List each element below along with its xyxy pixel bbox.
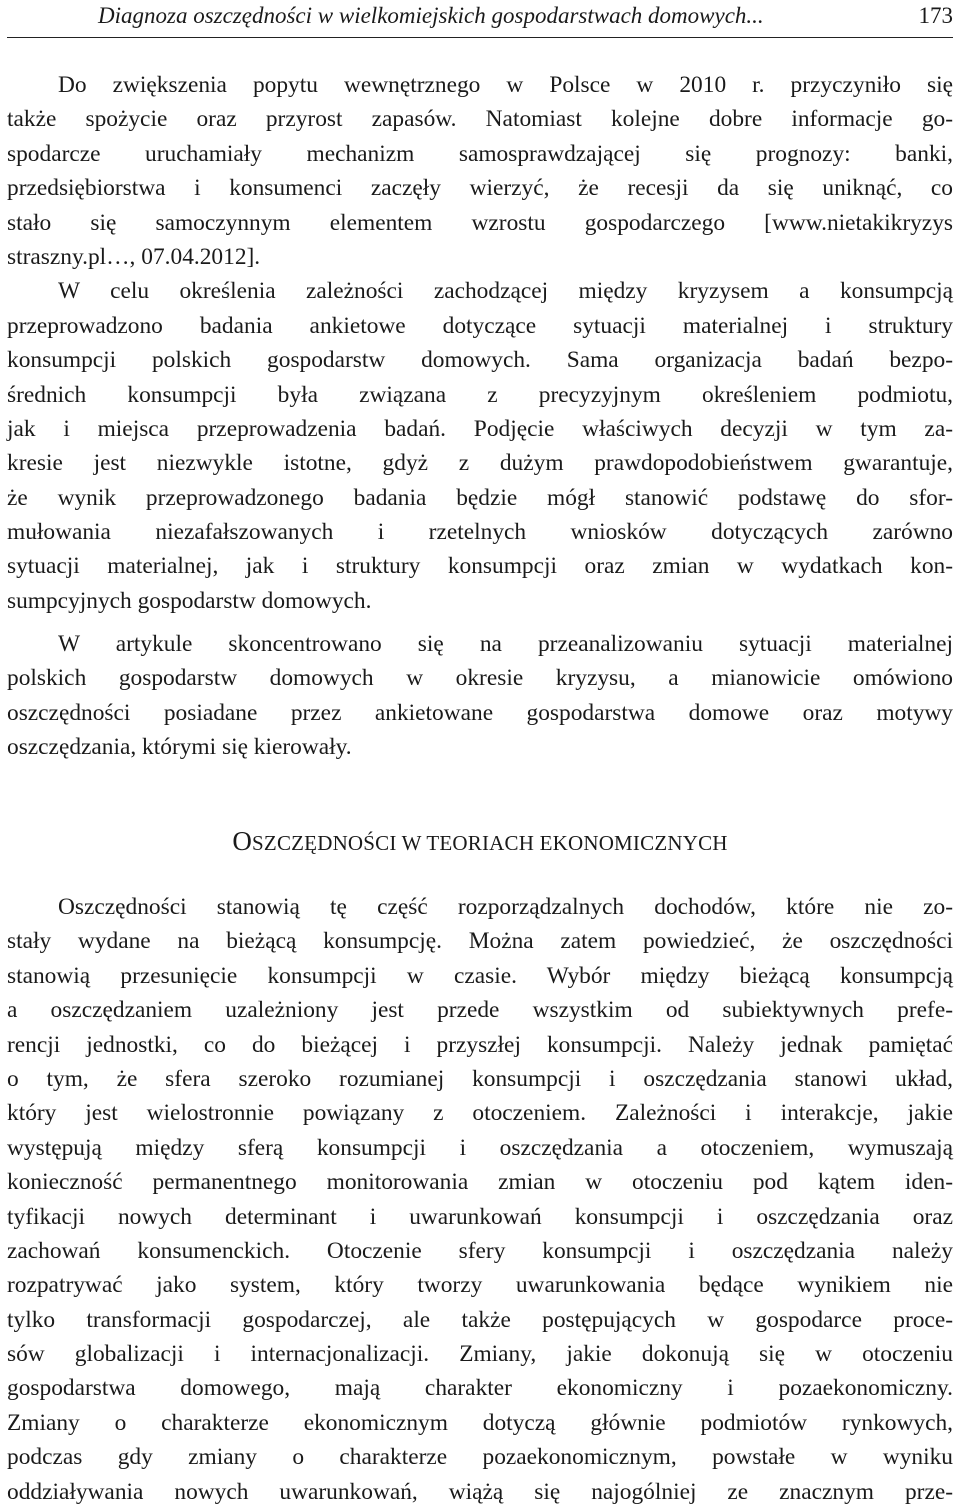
paragraph-savings-theory [7,890,953,1509]
text-line: stało się samoczynnym elementem wzrostu gospodarczego [www.nietakikryzys [7,209,953,236]
text-line: przedsiębiorstwa i konsumenci zaczęły wierzyć, że recesji da się uniknąć, co [7,175,953,202]
text-line: jak i miejsca przeprowadzenia badań. Podjęcie właściwych decyzji w tym za- [7,415,953,442]
heading-initial: O [232,826,253,856]
text-line: W celu określenia zależności zachodzącej między kryzysem a konsumpcją [58,278,953,305]
text-line: oszczędności posiadane przez ankietowane gospodarstwa domowe oraz motywy [7,699,953,726]
text-line: sytuacji materialnej, jak i struktury konsumpcji oraz zmian w wydatkach kon- [7,553,953,580]
paragraph-article-scope [7,627,953,765]
text-line: średnich konsumpcji była związana z precyzyjnym określeniem podmiotu, [7,381,953,408]
running-header [0,0,960,40]
text-line: oddziaływania nowych uwarunkowań, wiążą się najogólniej ze znacznym prze- [7,1478,953,1505]
text-line: Oszczędności stanowią tę część rozporządzalnych dochodów, które nie zo- [58,894,953,920]
text-line: tyfikacji nowych determinant i uwarunkowań konsumpcji i oszczędzania oraz [7,1203,953,1230]
text-line: występują między sferą konsumpcji i oszczędzania a otoczeniem, wymuszają [7,1134,953,1161]
text-line: rozpatrywać jako system, który tworzy uwarunkowania będące wynikiem nie [7,1272,953,1299]
page-number: 173 [918,3,953,28]
text-line: W artykule skoncentrowano się na przeanalizowaniu sytuacji materialnej [58,631,953,657]
text-line: także spożycie oraz przyrost zapasów. Natomiast kolejne dobre informacje go- [7,106,953,133]
text-line: konsumpcji polskich gospodarstw domowych. Sama organizacja badań bezpo- [7,347,953,374]
paragraph-intro [7,68,953,618]
text-line: oszczędzania, którymi się kierowały. [7,734,352,761]
text-line: spodarcze uruchamiały mechanizm samosprawdzającej się prognozy: banki, [7,140,953,167]
text-line: który jest wielostronnie powiązany z otoczeniem. Zależności i interakcje, jakie [7,1100,953,1127]
text-line: gospodarstwa domowego, mają charakter ekonomiczny i pozaekonomiczny. [7,1375,953,1402]
text-line: sów globalizacji i internacjonalizacji. Zmiany, jakie dokonują się w otoczeniu [7,1341,953,1368]
text-line: Do zwiększenia popytu wewnętrznego w Polsce w 2010 r. przyczyniło się [58,72,953,98]
text-line: o tym, że sfera szeroko rozumianej konsumpcji i oszczędzania stanowi układ, [7,1065,953,1092]
text-line: stanowią przesunięcie konsumpcji w czasie. Wybór między bieżącą konsumpcją [7,962,953,989]
text-line: tylko transformacji gospodarczej, ale także postępujących w gospodarce proce- [7,1306,953,1333]
text-line: a oszczędzaniem uzależniony jest przede wszystkim od subiektywnych prefe- [7,997,953,1024]
text-line: polskich gospodarstw domowych w okresie kryzysu, a mianowicie omówiono [7,665,953,692]
text-line: mułowania niezafałszowanych i rzetelnych wniosków dotyczących zarówno [7,519,953,546]
text-line: stały wydane na bieżącą konsumpcję. Można zatem powiedzieć, że oszczędności [7,928,953,955]
heading-rest: SZCZĘDNOŚCI W TEORIACH EKONOMICZNYCH [252,831,728,855]
section-heading [7,823,953,859]
text-line: przeprowadzono badania ankietowe dotyczące sytuacji materialnej i struktury [7,312,953,339]
text-line: zachowań konsumenckich. Otoczenie sfery konsumpcji i oszczędzania należy [7,1237,953,1264]
text-line: że wynik przeprowadzonego badania będzie mógł stanowić podstawę do sfor- [7,484,953,511]
text-line: straszny.pl…, 07.04.2012]. [7,243,261,270]
text-line: podczas gdy zmiany o charakterze pozaekonomicznym, powstałe w wyniku [7,1444,953,1471]
header-rule [7,37,953,38]
text-line: rencji jednostki, co do bieżącej i przyszłej konsumpcji. Należy jednak pamiętać [7,1031,953,1058]
running-title: Diagnoza oszczędności w wielkomiejskich gospodarstwach domowych... [98,3,764,28]
text-line: kresie jest niezwykle istotne, gdyż z dużym prawdopodobieństwem gwarantuje, [7,450,953,477]
text-line: sumpcyjnych gospodarstw domowych. [7,587,372,614]
text-line: konieczność permanentnego monitorowania zmian w otoczeniu pod kątem iden- [7,1169,953,1196]
text-line: Zmiany o charakterze ekonomicznym dotyczą głównie podmiotów rynkowych, [7,1409,953,1436]
